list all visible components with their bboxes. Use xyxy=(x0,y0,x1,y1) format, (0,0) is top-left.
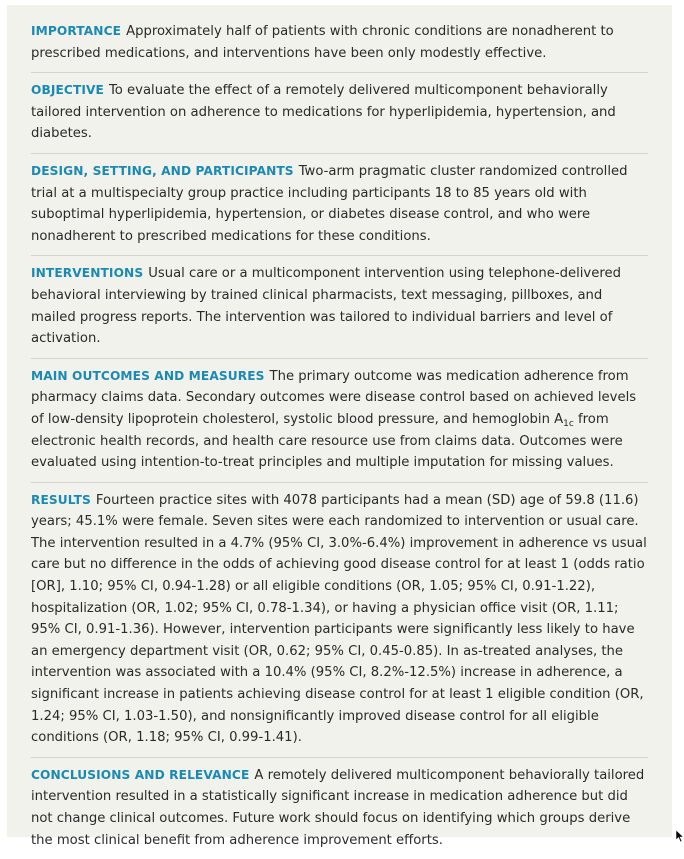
section-outcomes xyxy=(31,359,648,483)
section-design xyxy=(31,154,648,256)
design-text: Two-arm pragmatic cluster randomized controlled trial at a multispecialty group practice including participants 18 to 85 years old with suboptimal hyperlipidemia, hypertension, or diabetes disease control, and who were nonadherent to prescribed medications for these conditions. xyxy=(31,163,628,244)
objective-text: To evaluate the effect of a remotely delivered multicomponent behaviorally tailored intervention on adherence to medications for hyperlipidemia, hypertension, and diabetes. xyxy=(31,83,616,142)
section-conclusions xyxy=(31,758,648,859)
results-heading: RESULTS xyxy=(31,492,91,507)
interventions-text: Usual care or a multicomponent intervention using telephone-delivered behavioral interviewing by trained clinical pharmacists, text messaging, pillboxes, and mailed progress reports. The intervention was tailored to individual barriers and level of activation. xyxy=(31,266,621,347)
outcomes-text-after: from electronic health records, and health care resource use from claims data. Outcomes were evaluated using intention-to-treat principles and multiple imputation for missing values. xyxy=(31,411,623,471)
mouse-pointer-icon xyxy=(676,830,684,842)
section-interventions xyxy=(31,256,648,358)
results-paragraph-2 xyxy=(31,533,648,749)
outcomes-subscript: 1c xyxy=(563,418,574,429)
conclusions-text: A remotely delivered multicomponent behaviorally tailored intervention resulted in a statistically significant increase in medication adherence but did not change clinical outcomes. Future work should focus on identifying which groups derive the most clinical benefit from adherence improvement efforts. xyxy=(31,767,645,848)
importance-text: Approximately half of patients with chronic conditions are nonadherent to prescribed medications, and interventions have been only modestly effective. xyxy=(31,24,614,61)
design-heading: DESIGN, SETTING, AND PARTICIPANTS xyxy=(31,163,294,178)
structured-abstract xyxy=(7,5,672,848)
objective-heading: OBJECTIVE xyxy=(31,83,104,98)
outcomes-text-before: The primary outcome was medication adherence from pharmacy claims data. Secondary outcomes were disease control based on achieved levels of low-density lipoprotein cholesterol, systolic blood pressure, and hemoglobin A xyxy=(31,368,637,427)
results-paragraph-1 xyxy=(31,490,648,533)
importance-paragraph xyxy=(31,21,648,64)
interventions-heading: INTERVENTIONS xyxy=(31,266,144,281)
section-objective xyxy=(31,73,648,154)
results-text-1: Fourteen practice sites with 4078 participants had a mean (SD) age of 59.8 (11.6) years; 45.1% were female. Seven sites were each randomized to intervention or usual care. xyxy=(31,492,639,530)
outcomes-paragraph xyxy=(31,366,648,474)
importance-heading: IMPORTANCE xyxy=(31,24,122,38)
outcomes-heading: MAIN OUTCOMES AND MEASURES xyxy=(31,368,265,383)
design-paragraph xyxy=(31,161,648,247)
conclusions-heading: CONCLUSIONS AND RELEVANCE xyxy=(31,767,250,782)
results-text-2: The intervention resulted in a 4.7% (95% CI, 3.0%-6.4%) improvement in adherence vs usual care but no difference in the odds of achieving good disease control for at least 1 (odds ratio [OR], 1.10; 95% CI, 0.94-1.28) or all eligible conditions (OR, 1.05; 95% CI, 0.91-1.22), hospitalization (OR, 1.02; 95% CI, 0.78-1.34), or having a physician office visit (OR, 1.11; 95% CI, 0.91-1.36). However, intervention participants were significantly less likely to have an emergency department visit (OR, 0.62; 95% CI, 0.45-0.85). In as-treated analyses, the intervention was associated with a 10.4% (95% CI, 8.2%-12.5%) increase in adherence, a significant increase in patients achieving disease control for at least 1 eligible condition (OR, 1.24; 95% CI, 1.03-1.50), and nonsignificantly improved disease control for all eligible conditions (OR, 1.18; 95% CI, 0.99-1.41). xyxy=(31,535,647,746)
objective-paragraph xyxy=(31,80,648,145)
section-importance xyxy=(31,19,648,73)
section-results xyxy=(31,483,648,758)
conclusions-paragraph xyxy=(31,765,648,851)
interventions-paragraph xyxy=(31,263,648,349)
